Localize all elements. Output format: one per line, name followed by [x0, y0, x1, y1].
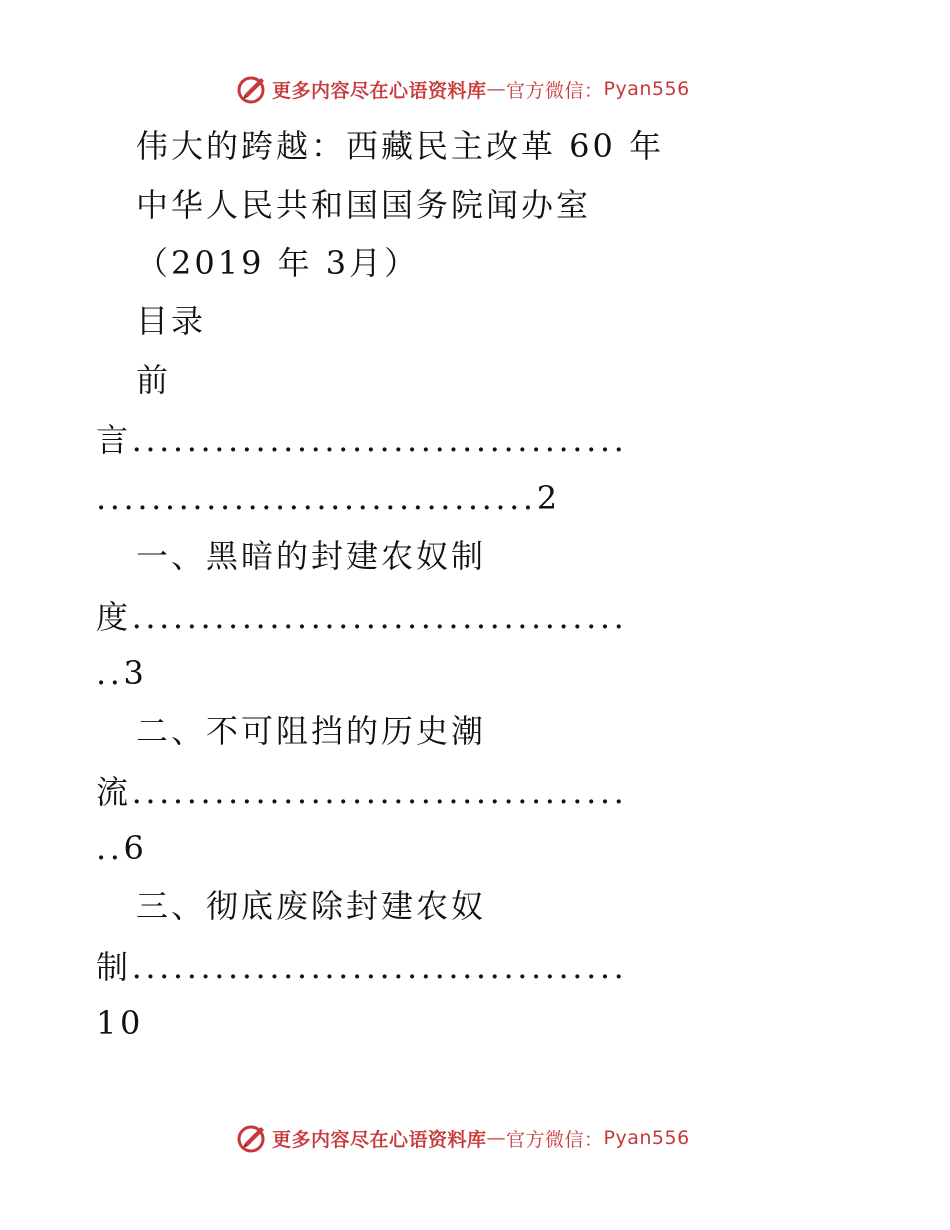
toc-item3-title: 三、彻底废除封建农奴 — [136, 887, 487, 925]
quill-logo-icon — [236, 1122, 268, 1154]
watermark-text: 更多内容尽在心语资料库 — [272, 1128, 487, 1151]
toc-preface-label-a: 前 — [136, 361, 169, 399]
toc-item3-leader: 制.................................... — [96, 948, 628, 986]
watermark-footer — [236, 1122, 690, 1154]
toc-preface-page: ................................2 — [96, 479, 561, 517]
toc-preface-leader: 言.................................... — [96, 421, 628, 459]
toc-item2-page: ..6 — [96, 829, 148, 867]
document-date: （2019 年 3月） — [136, 244, 420, 282]
toc-item1-title: 一、黑暗的封建农奴制 — [136, 537, 487, 575]
toc-item1-page: ..3 — [96, 654, 148, 692]
toc-item3-page: 10 — [96, 1004, 144, 1042]
watermark-separator: — — [486, 78, 507, 100]
toc-item2-title: 二、不可阻挡的历史潮 — [136, 712, 487, 750]
document-title: 伟大的跨越：西藏民主改革 60 年 — [136, 127, 665, 165]
watermark-wechat-id: Pyan556 — [603, 78, 690, 100]
watermark-text: 更多内容尽在心语资料库 — [272, 79, 487, 102]
quill-logo-icon — [236, 73, 268, 105]
watermark-separator: — — [486, 1127, 507, 1149]
watermark-header — [236, 73, 690, 105]
toc-item1-leader: 度.................................... — [96, 598, 628, 636]
toc-item2-leader: 流.................................... — [96, 773, 628, 811]
document-publisher: 中华人民共和国国务院闻办室 — [136, 186, 592, 224]
watermark-official-label: 官方微信： — [506, 79, 604, 102]
watermark-official-label: 官方微信： — [506, 1128, 604, 1151]
toc-heading: 目录 — [136, 302, 207, 340]
watermark-wechat-id: Pyan556 — [603, 1127, 690, 1149]
